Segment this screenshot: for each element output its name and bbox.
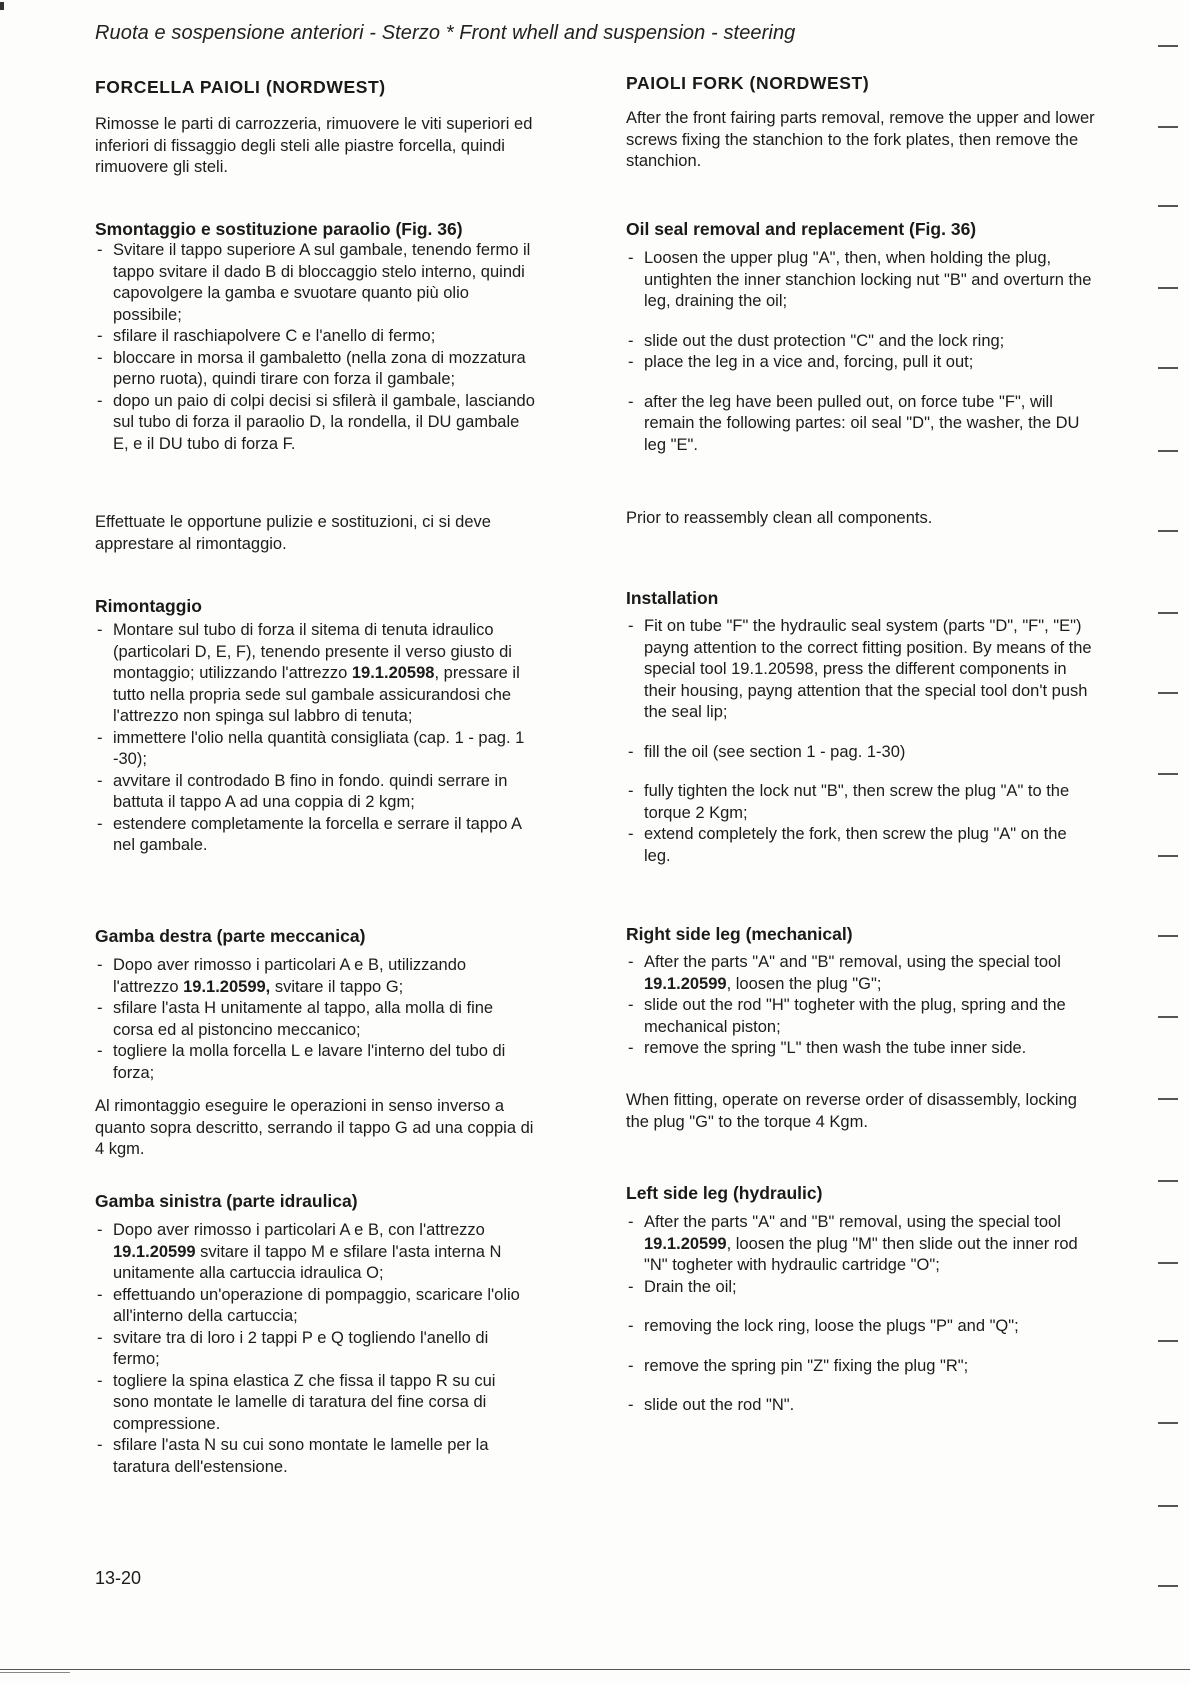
english-left-leg-list [626,1212,1096,1435]
page-header: Ruota e sospensione anteriori - Sterzo * Front whell and suspension - steering [95,22,796,44]
english-intro: After the front fairing parts removal, remove the upper and lower screws fixing the stanchion to the fork plates, then remove the stanchion. [626,109,1095,170]
english-main-title: PAIOLI FORK (NORDWEST) [626,73,870,93]
edge-mark [1158,1180,1178,1182]
list-item: - Svitare il tappo superiore A sul gambale, tenendo fermo il tappo svitare il dado B di bloccaggio stelo interno, quindi capovolgere la gamba e svuotare quanto più olio possibile; [95,240,535,326]
edge-mark [1158,1340,1178,1342]
list-item: - removing the lock ring, loose the plugs "P" and "Q"; [626,1316,1096,1338]
english-right-leg-title: Right side leg (mechanical) [626,924,853,944]
list-item: - dopo un paio di colpi decisi si sfilerà il gambale, lasciando sul tubo di forza il paraolio D, la rondella, il DU gambale E, e il DU tubo di forza F. [95,391,535,456]
list-item: - slide out the dust protection "C" and the lock ring; [626,331,1096,353]
list-item: - immettere l'olio nella quantità consigliata (cap. 1 - pag. 1 -30); [95,728,535,771]
list-item: - remove the spring "L" then wash the tube inner side. [626,1038,1096,1060]
edge-mark [1158,935,1178,937]
edge-mark [1158,1585,1178,1587]
edge-mark [1158,205,1178,207]
italian-main-title: FORCELLA PAIOLI (NORDWEST) [95,77,386,97]
italian-reassembly-list [95,620,535,857]
list-item: - after the leg have been pulled out, on force tube "F", will remain the following partes: oil seal "D", the washer, the DU leg "E". [626,392,1096,457]
list-item: - sfilare il raschiapolvere C e l'anello di fermo; [95,326,535,348]
list-item: - place the leg in a vice and, forcing, pull it out; [626,352,1096,374]
bottom-rule-short [0,1672,70,1673]
english-oil-seal-title: Oil seal removal and replacement (Fig. 36) [626,219,977,239]
bottom-rule [0,1669,1190,1670]
edge-mark [1158,530,1178,532]
edge-mark [1158,773,1178,775]
edge-mark [1158,612,1178,614]
list-item: - After the parts "A" and "B" removal, using the special tool 19.1.20599, loosen the plug "G"; [626,952,1096,995]
english-installation-list [626,616,1096,885]
edge-mark [1158,367,1178,369]
list-item: - Fit on tube "F" the hydraulic seal system (parts "D", "F", "E") payng attention to the correct fitting position. By means of the special tool 19.1.20598, press the different components in their housing, payng attention that the special tool don't push the seal lip; [626,616,1096,724]
list-item: - fully tighten the lock nut "B", then screw the plug "A" to the torque 2 Kgm; [626,781,1096,824]
list-item: - remove the spring pin "Z" fixing the plug "R"; [626,1356,1096,1378]
italian-oil-seal-list [95,240,535,455]
list-item: - effettuando un'operazione di pompaggio, scaricare l'olio all'interno della cartuccia; [95,1285,535,1328]
list-item: - togliere la spina elastica Z che fissa il tappo R su cui sono montate le lamelle di taratura del fine corsa di compressione. [95,1371,535,1436]
edge-mark [1158,1016,1178,1018]
edge-mark [1158,1262,1178,1264]
list-item: - sfilare l'asta H unitamente al tappo, alla molla di fine corsa ed al pistoncino meccanico; [95,998,535,1041]
list-item: - Dopo aver rimosso i particolari A e B, utilizzando l'attrezzo 19.1.20599, svitare il tappo G; [95,955,535,998]
english-installation-title: Installation [626,588,719,608]
list-item: - After the parts "A" and "B" removal, using the special tool 19.1.20599, loosen the plug "M" then slide out the inner rod "N" togheter with hydraulic cartridge "O"; [626,1212,1096,1277]
scan-corner-mark [0,2,4,10]
italian-oil-seal-title: Smontaggio e sostituzione paraolio (Fig. 36) [95,219,463,239]
edge-mark [1158,1422,1178,1424]
list-item: - extend completely the fork, then screw the plug "A" on the leg. [626,824,1096,867]
list-item: - bloccare in morsa il gambaletto (nella zona di mozzatura perno ruota), quindi tirare con forza il gambale; [95,348,535,391]
list-item: - avvitare il controdado B fino in fondo. quindi serrare in battuta il tappo A ad una coppia di 2 kgm; [95,771,535,814]
english-right-leg-list [626,952,1096,1060]
list-item: - estendere completamente la forcella e serrare il tappo A nel gambale. [95,814,535,857]
english-oil-seal-list [626,248,1096,474]
edge-mark [1158,126,1178,128]
list-item: - Drain the oil; [626,1277,1096,1299]
italian-left-leg-list [95,1220,535,1478]
italian-left-leg-title: Gamba sinistra (parte idraulica) [95,1191,358,1211]
italian-oil-seal-closing: Effettuate le opportune pulizie e sostituzioni, ci si deve apprestare al rimontaggio. [95,513,491,553]
italian-right-leg-list [95,955,535,1084]
edge-mark [1158,1505,1178,1507]
list-item: - slide out the rod "N". [626,1395,1096,1417]
list-item: - fill the oil (see section 1 - pag. 1-30) [626,742,1096,764]
list-item: - togliere la molla forcella L e lavare l'interno del tubo di forza; [95,1041,535,1084]
edge-mark [1158,450,1178,452]
page-number: 13-20 [95,1568,142,1588]
list-item: - Dopo aver rimosso i particolari A e B, con l'attrezzo 19.1.20599 svitare il tappo M e sfilare l'asta interna N unitamente alla cartuccia idraulica O; [95,1220,535,1285]
edge-mark [1158,287,1178,289]
edge-mark [1158,692,1178,694]
english-right-leg-closing: When fitting, operate on reverse order of disassembly, locking the plug "G" to the torque 4 Kgm. [626,1091,1077,1131]
edge-mark [1158,855,1178,857]
italian-reassembly-title: Rimontaggio [95,596,202,616]
italian-right-leg-title: Gamba destra (parte meccanica) [95,926,366,946]
list-item: - sfilare l'asta N su cui sono montate le lamelle per la taratura dell'estensione. [95,1435,535,1478]
list-item: - svitare tra di loro i 2 tappi P e Q togliendo l'anello di fermo; [95,1328,535,1371]
list-item: - Montare sul tubo di forza il sitema di tenuta idraulico (particolari D, E, F), tenendo presente il verso giusto di montaggio; utilizzando l'attrezzo 19.1.20598, pressare il tutto nella propria sede sul gambale assicurandosi che l'attrezzo non spinga sul labbro di tenuta; [95,620,535,728]
italian-right-leg-closing: Al rimontaggio eseguire le operazioni in senso inverso a quanto sopra descritto, serrando il tappo G ad una coppia di 4 kgm. [95,1097,534,1158]
english-left-leg-title: Left side leg (hydraulic) [626,1183,823,1203]
edge-mark [1158,1098,1178,1100]
list-item: - slide out the rod "H" togheter with the plug, spring and the mechanical piston; [626,995,1096,1038]
list-item: - Loosen the upper plug "A", then, when holding the plug, untighten the inner stanchion locking nut "B" and overturn the leg, draining the oil; [626,248,1096,313]
edge-mark [1158,45,1178,47]
italian-intro: Rimosse le parti di carrozzeria, rimuovere le viti superiori ed inferiori di fissaggio degli steli alle piastre forcella, quindi rimuovere gli steli. [95,115,533,176]
english-oil-seal-closing: Prior to reassembly clean all components. [626,509,933,527]
